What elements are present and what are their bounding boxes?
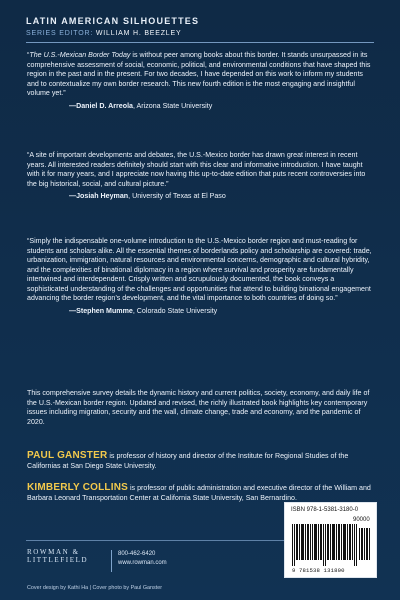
publisher-website: www.rowman.com (118, 559, 167, 566)
book-description: This comprehensive survey details the dynamic history and current politics, society, economy, and daily life of the U.S.-Mexican border region. Updated and revised, the richly illustrated book highlights key contemporary issues including migration, security and the wall, climate change, trade and economy, and the pandemic of 2020. (27, 389, 370, 426)
isbn-barcode (284, 502, 377, 578)
author-name: KIMBERLY COLLINS (27, 482, 128, 493)
barcode-graphic (292, 516, 371, 567)
quote-body: is without peer among books about this border. It stands unsurpassed in its comprehensive assessment of social, economic, political, and environmental conditions that have shaped this region in the past and in the present. For two decades, I have depended on this work to inform my students and to contextualize my own border research. This new fourth edition is the most engaging and insightful volume yet.” (27, 51, 371, 97)
quote-author: —Daniel D. Arreola (69, 101, 133, 110)
quote-affiliation: , Colorado State University (132, 306, 218, 315)
quote-arreola (27, 51, 373, 111)
publisher-phone: 800-462-6420 (118, 551, 156, 557)
author-bio-ganster (27, 449, 373, 472)
publisher-divider (111, 550, 112, 572)
quote-text (27, 51, 373, 99)
quote-mumme (27, 237, 373, 316)
quote-affiliation: , University of Texas at El Paso (128, 192, 226, 200)
publisher-contact (118, 550, 167, 567)
quote-heyman (27, 151, 373, 202)
quote-text: “Simply the indispensable one-volume introduction to the U.S.-Mexico border region and must-reading for students and scholars alike. All the essential themes of borderlands policy and scholarship are covered: trade, urbanization, immigration, natural resources and environmental concerns, demographic and cultural hybridity, and the complexities of binational diplomacy in a region where survival and prosperity are fundamentally intertwined and interdependent. Crisply written and scrupulously documented, the book conveys a sophisticated understanding of the challenges and opportunities that attend to building binational engagement advancing the border region’s development, and the vital importance to both countries of doing so.” (27, 237, 372, 302)
quote-attribution (27, 307, 373, 317)
top-divider (26, 42, 374, 43)
publisher-logo (27, 548, 111, 565)
book-title-emphasis: The U.S.-Mexican Border Today (29, 51, 131, 59)
publisher-line-1: ROWMAN & (27, 548, 80, 556)
quote-affiliation: , Arizona State University (133, 101, 213, 110)
author-name: PAUL GANSTER (27, 450, 108, 461)
barcode-number: 9 781538 131800 (292, 567, 345, 574)
quote-attribution (27, 192, 373, 202)
series-editor-name: WILLIAM H. BEEZLEY (95, 30, 182, 37)
author-bio: is professor of history and director of the Institute for Regional Studies of the Californias at San Diego State University. (27, 452, 349, 471)
author-bio: is professor of public administration and executive director of the William and Barbara Leonard Transportation Center at California State University, San Bernardino. (27, 484, 371, 503)
isbn-number: ISBN 978-1-5381-3180-0 (291, 507, 359, 513)
series-title: LATIN AMERICAN SILHOUETTES (26, 16, 200, 26)
quote-text: “A site of important developments and debates, the U.S.-Mexico border has drawn great interest in recent years. All interested readers definitely should start with this clear and informative introduction. I have taught with it for many years, and I appreciate now having this up-to-date edition that puts recent controversies into the big historical, social, and cultural picture.” (27, 151, 366, 188)
author-bio-collins (27, 481, 373, 504)
quote-attribution (27, 102, 373, 112)
price-code: 90000 (353, 517, 370, 523)
publisher-line-2: LITTLEFIELD (27, 556, 89, 565)
quote-author: —Stephen Mumme (69, 306, 133, 315)
cover-credits: Cover design by Kathi Ha | Cover photo by Paul Ganster (27, 585, 163, 591)
quote-open: “ (27, 51, 30, 59)
series-editor-label: SERIES EDITOR: (26, 30, 96, 37)
series-editor (26, 30, 374, 37)
series-header (26, 16, 374, 37)
quote-author: —Josiah Heyman (69, 192, 129, 200)
